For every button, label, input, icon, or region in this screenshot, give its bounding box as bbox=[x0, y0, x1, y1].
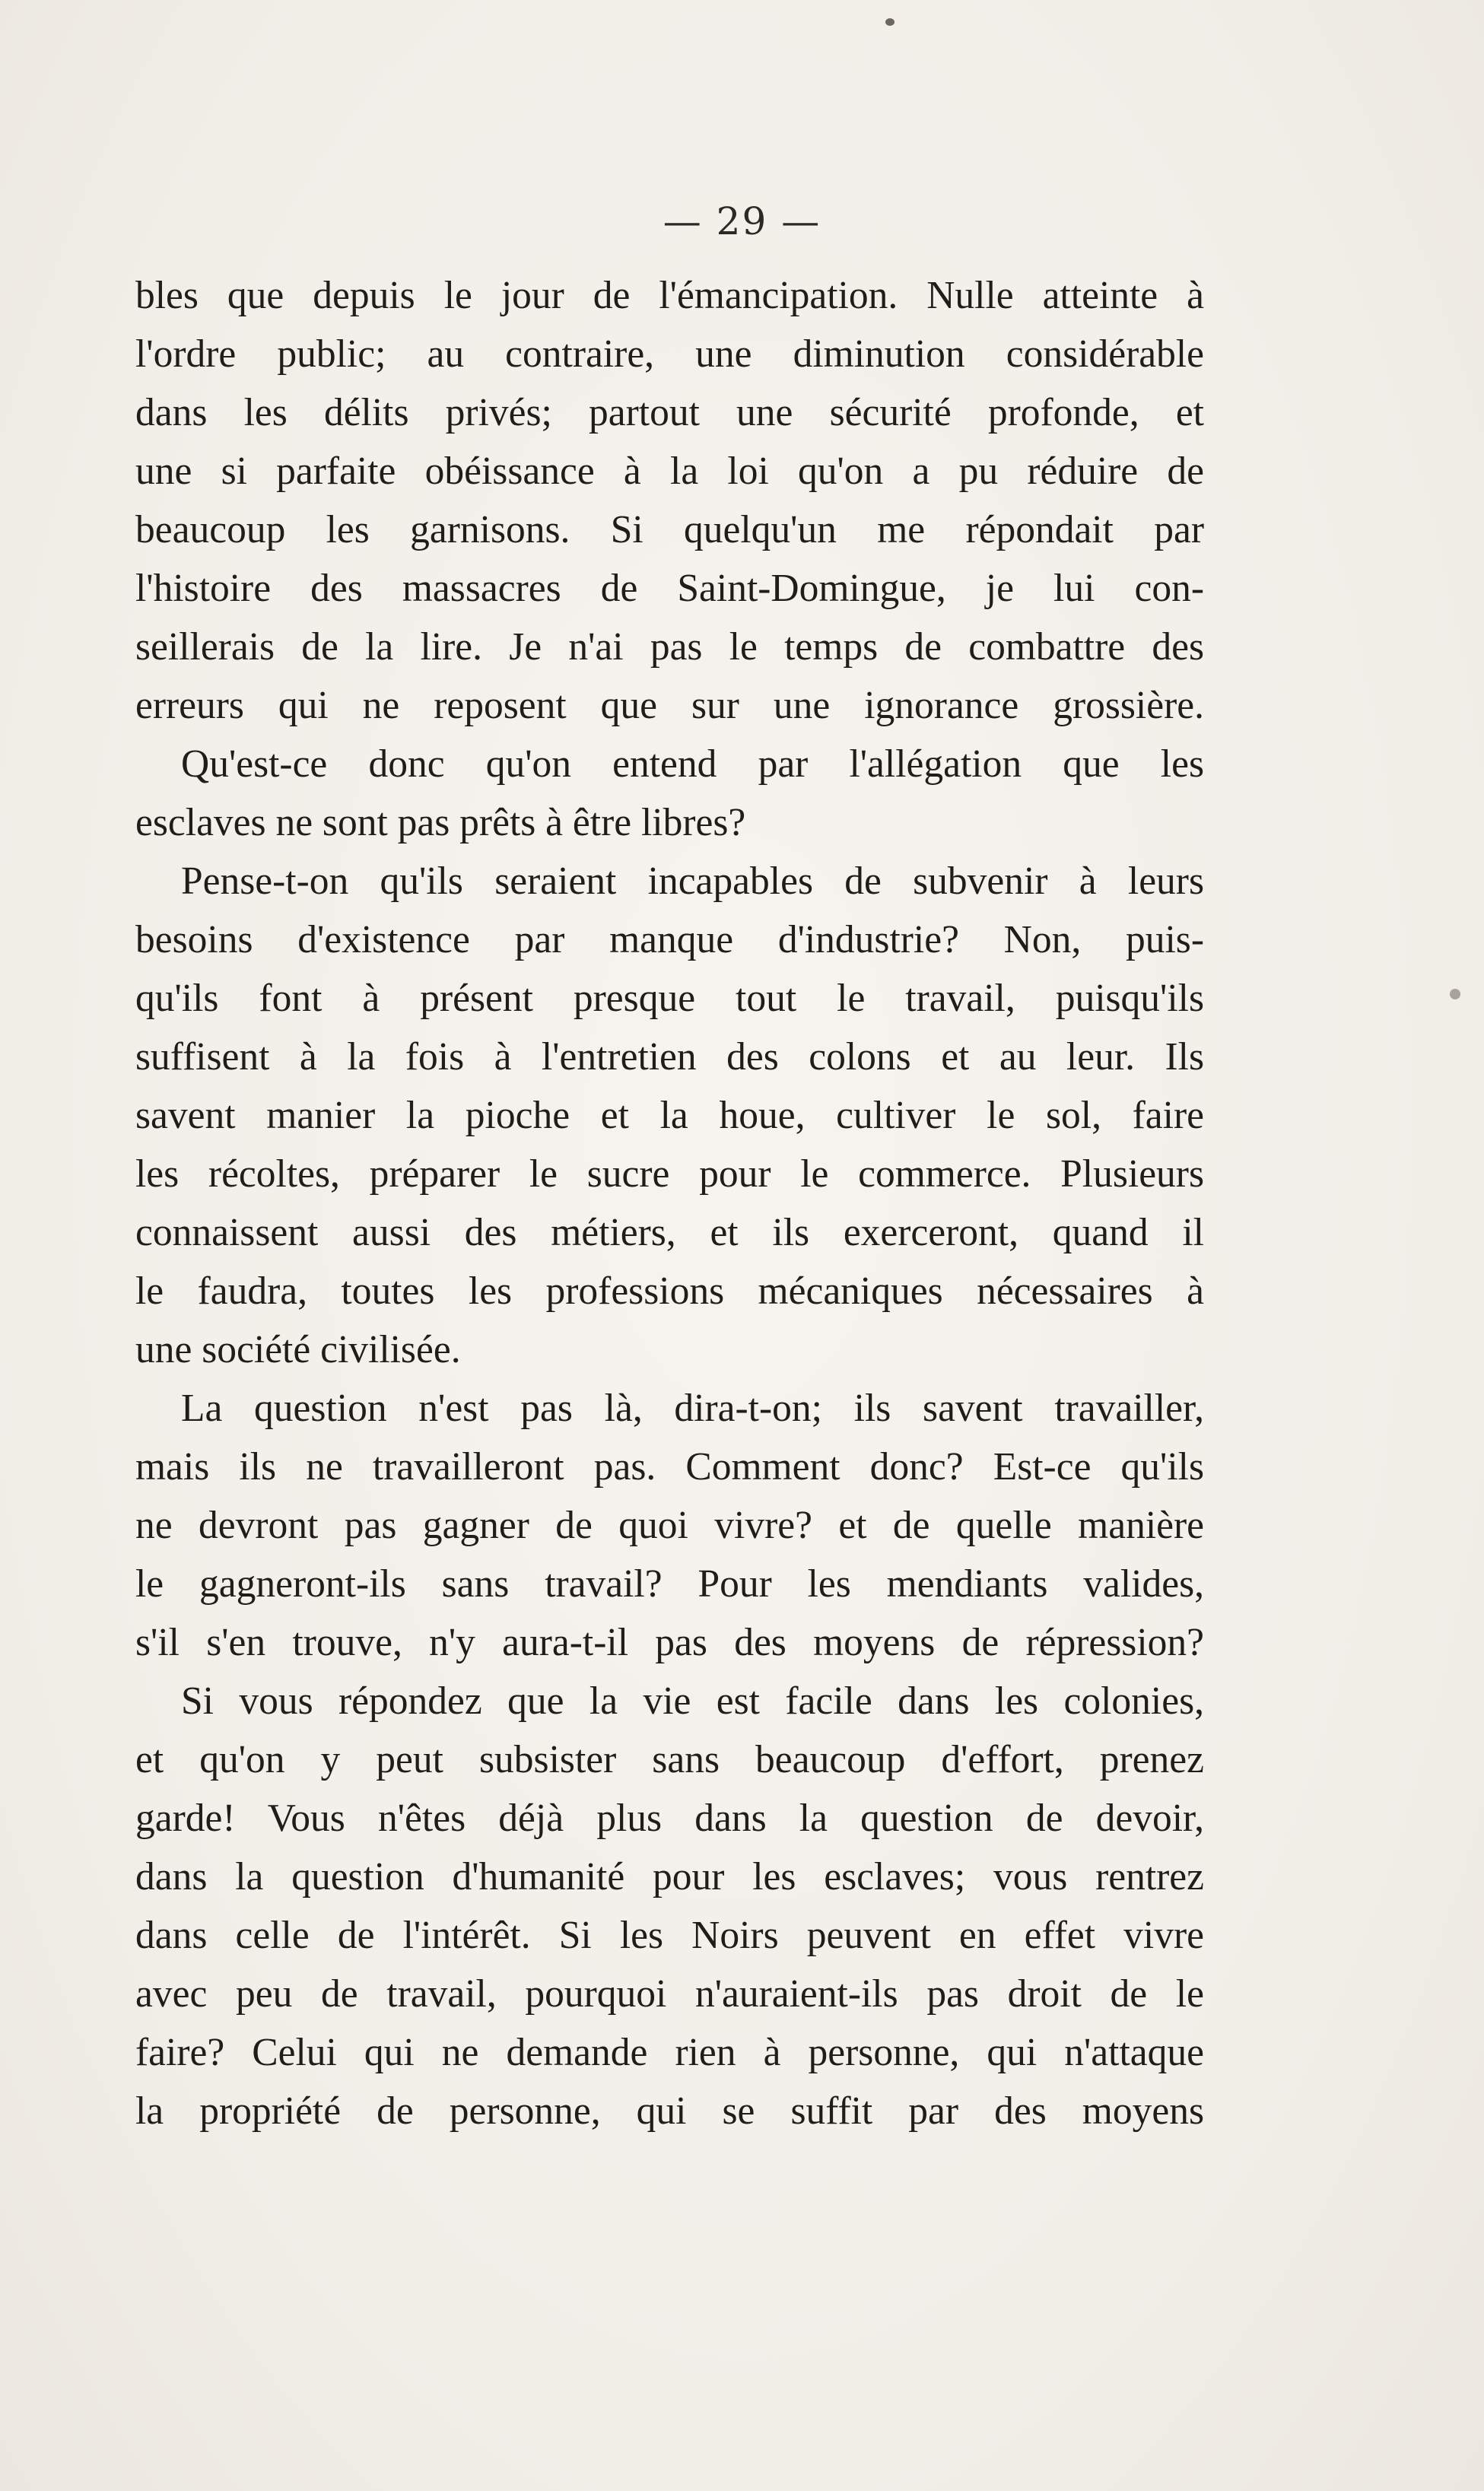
text-line: le gagneront-ils sans travail? Pour les mendiants valides, bbox=[135, 1562, 1204, 1606]
text-line: suffisent à la fois à l'entretien des colons et au leur. Ils bbox=[135, 1035, 1204, 1079]
text-line: dans celle de l'intérêt. Si les Noirs peuvent en effet vivre bbox=[135, 1914, 1204, 1957]
text-line: une société civilisée. bbox=[135, 1328, 461, 1371]
text-line: seillerais de la lire. Je n'ai pas le temps de combattre des bbox=[135, 625, 1204, 669]
body-text bbox=[135, 266, 1204, 2140]
text-line: connaissent aussi des métiers, et ils exerceront, quand il bbox=[135, 1211, 1204, 1254]
text-line: s'il s'en trouve, n'y aura-t-il pas des moyens de répression? bbox=[135, 1621, 1204, 1664]
page-number: — 29 — bbox=[663, 199, 821, 243]
text-line: l'ordre public; au contraire, une diminution considérable bbox=[135, 332, 1204, 376]
text-line: qu'ils font à présent presque tout le travail, puisqu'ils bbox=[135, 977, 1204, 1020]
text-line: besoins d'existence par manque d'industrie? Non, puis- bbox=[135, 918, 1204, 961]
text-line: l'histoire des massacres de Saint-Domingue, je lui con- bbox=[135, 567, 1204, 610]
text-line: faire? Celui qui ne demande rien à personne, qui n'attaque bbox=[135, 2031, 1204, 2074]
text-line: la propriété de personne, qui se suffit par des moyens bbox=[135, 2089, 1204, 2133]
text-line: garde! Vous n'êtes déjà plus dans la question de devoir, bbox=[135, 1797, 1204, 1840]
text-line: et qu'on y peut subsister sans beaucoup d'effort, prenez bbox=[135, 1738, 1204, 1781]
text-line: Qu'est-ce donc qu'on entend par l'allégation que les bbox=[181, 742, 1204, 786]
ink-speck-right bbox=[1450, 989, 1460, 999]
text-line: avec peu de travail, pourquoi n'auraient-ils pas droit de le bbox=[135, 1972, 1204, 2016]
text-line: Si vous répondez que la vie est facile dans les colonies, bbox=[181, 1679, 1204, 1723]
text-line: La question n'est pas là, dira-t-on; ils savent travailler, bbox=[181, 1387, 1204, 1430]
text-line: les récoltes, préparer le sucre pour le commerce. Plusieurs bbox=[135, 1152, 1204, 1196]
text-line: Pense-t-on qu'ils seraient incapables de subvenir à leurs bbox=[181, 859, 1204, 903]
text-line: esclaves ne sont pas prêts à être libres? bbox=[135, 801, 746, 844]
text-line: beaucoup les garnisons. Si quelqu'un me répondait par bbox=[135, 508, 1204, 551]
text-line: dans les délits privés; partout une sécurité profonde, et bbox=[135, 391, 1204, 434]
ink-speck-top bbox=[885, 18, 895, 26]
text-line: savent manier la pioche et la houe, cultiver le sol, faire bbox=[135, 1094, 1204, 1137]
text-line: bles que depuis le jour de l'émancipation. Nulle atteinte à bbox=[135, 274, 1204, 317]
text-line: une si parfaite obéissance à la loi qu'on a pu réduire de bbox=[135, 450, 1204, 493]
text-line: ne devront pas gagner de quoi vivre? et de quelle manière bbox=[135, 1504, 1204, 1547]
text-line: le faudra, toutes les professions mécaniques nécessaires à bbox=[135, 1269, 1204, 1313]
text-line: dans la question d'humanité pour les esclaves; vous rentrez bbox=[135, 1855, 1204, 1898]
text-line: mais ils ne travailleront pas. Comment donc? Est-ce qu'ils bbox=[135, 1445, 1204, 1489]
text-line: erreurs qui ne reposent que sur une ignorance grossière. bbox=[135, 684, 1204, 727]
